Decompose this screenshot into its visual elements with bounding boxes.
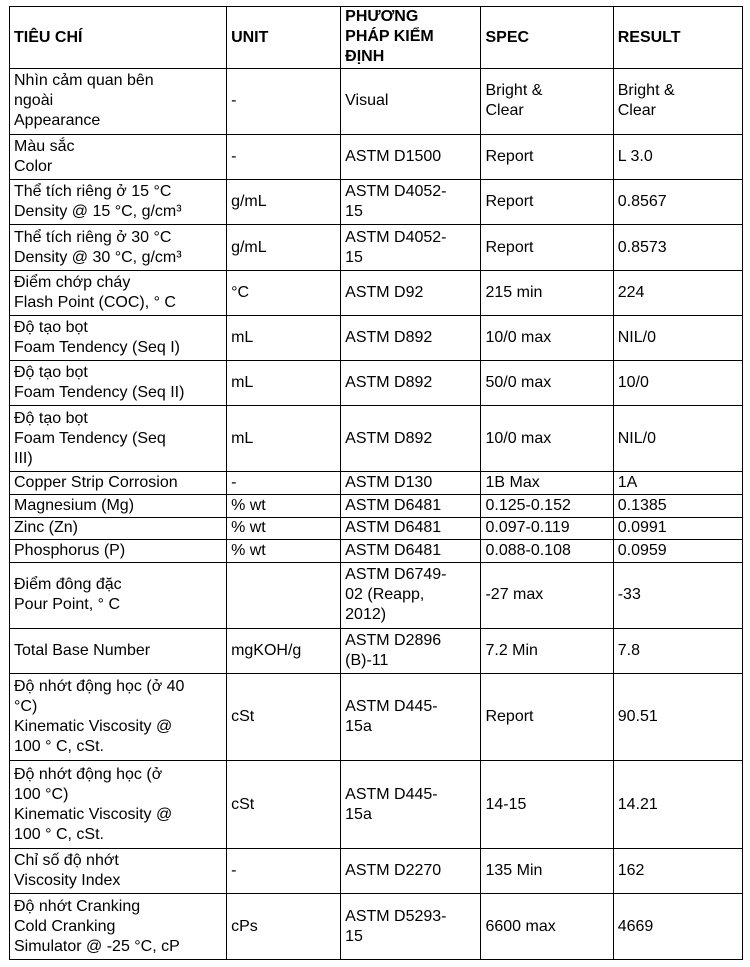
method-cell [341,270,481,315]
criteria-cell [10,406,227,472]
criteria-cell-line: Kinematic Viscosity @ [14,805,173,823]
method-cell [341,361,481,406]
result-cell-line: 10/0 [617,374,649,392]
unit-cell [227,562,341,628]
method-cell-line: ASTM D4052- [345,183,447,201]
criteria-cell [10,494,227,517]
method-cell-line: ASTM D892 [345,374,433,392]
criteria-cell-line: Độ nhớt Cranking [14,897,141,915]
criteria-cell-line: Foam Tendency (Seq [14,429,166,447]
result-cell-line: 90.51 [617,708,658,726]
header-method-line: PHÁP KIỂM [345,28,434,45]
criteria-cell-line: Độ tạo bọt [14,409,88,427]
method-cell [341,540,481,563]
spec-cell-line: Report [485,147,534,165]
method-cell [341,494,481,517]
table-row [10,494,743,517]
spec-cell [481,494,613,517]
result-cell [613,848,742,893]
criteria-cell [10,673,227,760]
table-row [10,628,743,673]
result-cell [613,517,742,540]
unit-cell: - [227,134,341,179]
result-cell-line: NIL/0 [617,329,656,347]
result-cell [613,69,742,135]
unit-cell: mL [227,315,341,360]
method-cell-line: ASTM D1500 [345,147,442,165]
criteria-cell [10,761,227,848]
method-cell [341,894,481,960]
unit-cell: g/mL [227,180,341,225]
table-row [10,225,743,270]
method-cell-line: 02 (Reapp, [345,586,425,604]
result-cell [613,540,742,563]
spec-cell [481,517,613,540]
method-cell-line: 15 [345,927,363,945]
criteria-cell-line: Viscosity Index [14,871,121,889]
method-cell [341,69,481,135]
method-cell [341,628,481,673]
spec-cell [481,628,613,673]
criteria-cell [10,134,227,179]
result-cell [613,361,742,406]
criteria-cell [10,69,227,135]
method-cell [341,472,481,495]
criteria-cell-line: Độ nhớt động học (ở 40 [14,678,185,696]
method-cell-line: ASTM D6481 [345,519,442,537]
criteria-cell-line: Pour Point, ° C [14,596,120,614]
criteria-cell-line: Simulator @ -25 °C, cP [14,937,180,955]
result-cell [613,406,742,472]
result-cell [613,180,742,225]
unit-cell: % wt [227,517,341,540]
criteria-cell [10,628,227,673]
criteria-cell-line: Density @ 15 °C, g/cm³ [14,203,182,221]
spec-cell [481,406,613,472]
result-cell-line: 224 [617,283,645,301]
spec-cell [481,225,613,270]
unit-cell: cSt [227,673,341,760]
table-row [10,180,743,225]
criteria-cell-line: Flash Point (COC), ° C [14,293,176,311]
criteria-cell-line: Foam Tendency (Seq II) [14,384,185,402]
result-cell-line: 4669 [617,917,654,935]
spec-cell [481,562,613,628]
criteria-cell-line: 100 °C) [14,785,69,803]
result-cell [613,673,742,760]
header-result: RESULT [613,7,742,69]
result-cell [613,894,742,960]
spec-cell [481,361,613,406]
table-row [10,69,743,135]
spec-cell-line: 6600 max [485,917,556,935]
spec-cell [481,761,613,848]
result-cell [613,134,742,179]
header-unit: UNIT [227,7,341,69]
table-row [10,406,743,472]
spec-cell [481,315,613,360]
method-cell [341,315,481,360]
unit-cell: - [227,472,341,495]
criteria-cell-line: Độ nhớt động học (ở [14,765,163,783]
spec-cell-line: 10/0 max [485,429,552,447]
method-cell-line: ASTM D2896 [345,631,442,649]
criteria-cell-line: Nhìn cảm quan bên [14,72,154,90]
method-cell [341,517,481,540]
spec-cell [481,134,613,179]
unit-cell: - [227,848,341,893]
result-cell-line: 14.21 [617,795,658,813]
table-row [10,517,743,540]
table-row [10,472,743,495]
spec-cell [481,472,613,495]
result-cell-line: 7.8 [617,641,640,659]
method-cell [341,562,481,628]
method-cell-line: 15 [345,203,363,221]
criteria-cell-line: Điểm chớp cháy [14,273,131,291]
criteria-cell [10,472,227,495]
criteria-cell-line: ngoài [14,92,54,110]
spec-cell-line: 0.125-0.152 [485,496,571,514]
result-cell [613,494,742,517]
method-cell-line: ASTM D4052- [345,228,447,246]
criteria-cell-line: Copper Strip Corrosion [14,474,178,492]
spec-cell [481,848,613,893]
unit-cell: % wt [227,494,341,517]
method-cell [341,761,481,848]
criteria-cell [10,270,227,315]
spec-cell-line: Bright & [485,82,543,100]
method-cell-line: ASTM D5293- [345,907,447,925]
result-cell-line: 0.8567 [617,193,667,211]
unit-cell: - [227,69,341,135]
result-cell-line: NIL/0 [617,429,656,447]
criteria-cell [10,180,227,225]
header-criteria: TIÊU CHÍ [10,7,227,69]
criteria-cell-line: Độ tạo bọt [14,364,88,382]
spec-cell-line: 1B Max [485,474,540,492]
unit-cell: mL [227,361,341,406]
result-cell-line: 162 [617,861,645,879]
spec-cell-line: 7.2 Min [485,641,538,659]
method-cell [341,673,481,760]
method-cell [341,180,481,225]
result-cell [613,315,742,360]
table-row [10,134,743,179]
criteria-cell [10,540,227,563]
spec-cell [481,180,613,225]
method-cell-line: (B)-11 [345,651,389,669]
method-cell [341,225,481,270]
result-cell [613,761,742,848]
criteria-cell-line: 100 ° C, cSt. [14,825,104,843]
criteria-cell-line: Thể tích riêng ở 15 °C [14,183,172,201]
criteria-cell-line: Appearance [14,112,101,130]
spec-cell [481,673,613,760]
table-row [10,562,743,628]
method-cell-line: ASTM D892 [345,429,433,447]
criteria-cell-line: Điểm đông đặc [14,576,122,594]
method-cell-line: 2012) [345,606,387,624]
criteria-cell [10,848,227,893]
method-cell-line: ASTM D6481 [345,496,442,514]
result-cell-line: Clear [617,102,656,120]
table-row [10,361,743,406]
method-cell-line: ASTM D2270 [345,861,442,879]
criteria-cell [10,225,227,270]
result-cell [613,562,742,628]
result-cell-line: -33 [617,586,641,604]
spec-cell [481,894,613,960]
criteria-cell-line: Density @ 30 °C, g/cm³ [14,248,182,266]
criteria-cell-line: Magnesium (Mg) [14,496,135,514]
header-spec: SPEC [481,7,613,69]
criteria-cell [10,517,227,540]
header-row [10,7,743,69]
table-row [10,848,743,893]
criteria-cell-line: Color [14,157,53,175]
spec-cell-line: Report [485,238,534,256]
table-row [10,315,743,360]
result-cell-line: 1A [617,474,638,492]
table-row [10,894,743,960]
method-cell-line: ASTM D445- [345,785,438,803]
criteria-cell [10,361,227,406]
unit-cell: mgKOH/g [227,628,341,673]
result-cell [613,472,742,495]
result-cell [613,270,742,315]
table-row [10,673,743,760]
criteria-cell-line: Kinematic Viscosity @ [14,718,173,736]
method-cell-line: Visual [345,92,389,110]
method-cell [341,848,481,893]
header-method-line: PHƯƠNG [345,8,419,25]
method-cell-line: ASTM D6749- [345,566,447,584]
method-cell [341,406,481,472]
spec-cell-line: 10/0 max [485,329,552,347]
result-cell [613,628,742,673]
criteria-cell-line: Total Base Number [14,641,151,659]
method-cell-line: 15a [345,718,372,736]
spec-cell [481,540,613,563]
method-cell [341,134,481,179]
criteria-cell-line: Foam Tendency (Seq I) [14,339,181,357]
spec-cell-line: Report [485,193,534,211]
criteria-cell [10,562,227,628]
unit-cell: % wt [227,540,341,563]
table-row [10,761,743,848]
criteria-cell-line: Thể tích riêng ở 30 °C [14,228,172,246]
method-cell-line: ASTM D130 [345,474,433,492]
spec-cell-line: 0.097-0.119 [485,519,570,537]
criteria-cell-line: Độ tạo bọt [14,319,88,337]
result-cell [613,225,742,270]
spec-cell-line: 215 min [485,283,543,301]
spec-cell-line: Clear [485,102,524,120]
unit-cell: g/mL [227,225,341,270]
criteria-cell [10,894,227,960]
header-method [341,7,481,69]
unit-cell: cSt [227,761,341,848]
spec-cell-line: 50/0 max [485,374,552,392]
spec-cell-line: -27 max [485,586,544,604]
method-cell-line: 15 [345,248,363,266]
spec-cell-line: 0.088-0.108 [485,541,571,559]
result-cell-line: 0.8573 [617,238,667,256]
method-cell-line: ASTM D92 [345,283,424,301]
criteria-cell [10,315,227,360]
method-cell-line: ASTM D892 [345,329,433,347]
spec-cell [481,69,613,135]
result-cell-line: L 3.0 [617,147,653,165]
header-method-line: ĐỊNH [345,48,385,65]
unit-cell: mL [227,406,341,472]
criteria-cell-line: III) [14,449,33,467]
criteria-cell-line: Cold Cranking [14,917,116,935]
result-cell-line: Bright & [617,82,675,100]
method-cell-line: ASTM D445- [345,698,438,716]
table-row [10,540,743,563]
criteria-cell-line: 100 ° C, cSt. [14,738,104,756]
method-cell-line: ASTM D6481 [345,541,442,559]
criteria-cell-line: Màu sắc [14,137,75,155]
criteria-cell-line: °C) [14,698,38,716]
spec-cell-line: Report [485,708,534,726]
spec-cell [481,270,613,315]
spec-cell-line: 135 Min [485,861,543,879]
result-cell-line: 0.0959 [617,541,667,559]
unit-cell: °C [227,270,341,315]
result-cell-line: 0.1385 [617,496,667,514]
criteria-cell-line: Chỉ số độ nhớt [14,851,119,869]
spec-cell-line: 14-15 [485,795,527,813]
criteria-cell-line: Phosphorus (P) [14,541,126,559]
unit-cell: cPs [227,894,341,960]
method-cell-line: 15a [345,805,372,823]
criteria-cell-line: Zinc (Zn) [14,519,78,537]
result-cell-line: 0.0991 [617,519,667,537]
table-row [10,270,743,315]
specification-table [9,6,743,960]
